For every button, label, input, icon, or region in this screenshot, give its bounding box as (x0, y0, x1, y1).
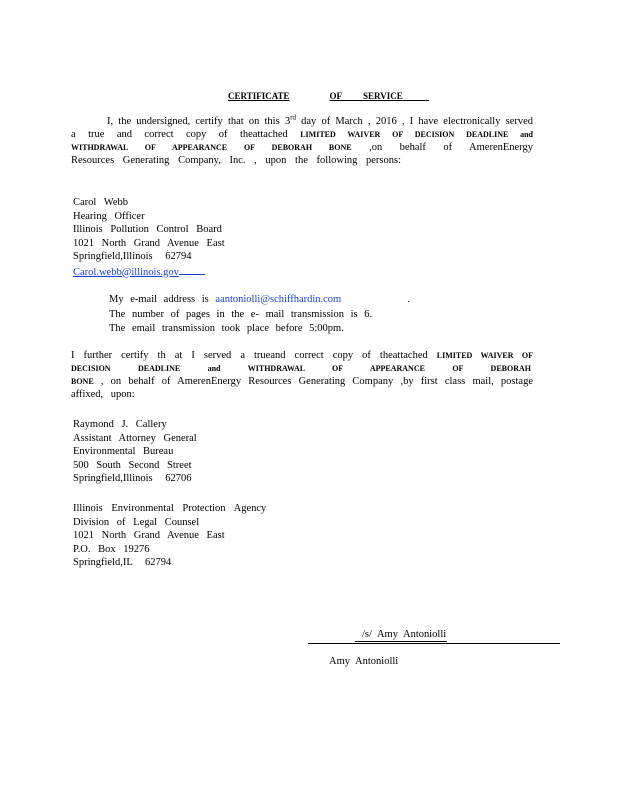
recipient1-name: Carol Webb (73, 197, 128, 208)
p2-line-1: I further certify th at I served a trueand correct copy of theattached LIMITED WAIVER OF (71, 350, 533, 361)
title-word-of: OF (329, 91, 343, 101)
recipient1-street: 1021 North Grand Avenue East (73, 237, 225, 249)
p2-line-4: affixed, upon: (71, 389, 135, 400)
p1-line-1: I, the undersigned, certify that on this 3rd day of March , 2016 , I have electronically served (107, 113, 534, 127)
recipient-hearing-officer (73, 196, 225, 279)
email-info-pages: The number of pages in the e- mail transmission is 6. (109, 308, 373, 320)
title-word-service: SERVICE (363, 91, 403, 101)
title-word-certificate: CERTIFICATE (228, 91, 290, 101)
recipient3-street: 1021 North Grand Avenue East (73, 530, 225, 541)
recipient3-division: Division of Legal Counsel (73, 516, 200, 528)
email-info-line1: My e-mail address is (109, 294, 209, 305)
recipient2-title: Assistant Attorney General (73, 432, 197, 444)
p2-line-3: BONE , on behalf of AmerenEnergy Resources Generating Company ,by first class mail, postage (71, 376, 533, 387)
document-title (228, 90, 429, 103)
recipient1-email-link[interactable]: Carol.webb@illinois.gov (73, 266, 179, 278)
recipient2-org: Environmental Bureau (73, 446, 174, 457)
email-info-time: The email transmission took place before 5:00pm. (109, 323, 344, 334)
recipient3-city: Springfield,IL 62794 (73, 557, 172, 568)
p1-line-2: a true and correct copy of theattached LIMITED WAIVER OF DECISION DEADLINE and (71, 129, 534, 140)
recipient-epa (73, 502, 266, 570)
recipient3-pobox: P.O. Box 19276 (73, 543, 150, 555)
sender-email-link[interactable]: aantoniolli@schiffhardin.com (215, 294, 342, 305)
signature-underline (355, 641, 447, 642)
recipient2-name: Raymond J. Callery (73, 419, 167, 430)
recipient3-org: Illinois Environmental Protection Agency (73, 503, 267, 514)
service-paragraph-electronic (71, 115, 533, 167)
p2-line-2: DECISION DEADLINE and WITHDRAWAL OF APPEARANCE OF DEBORAH (71, 364, 531, 373)
recipient2-street: 500 South Second Street (73, 459, 192, 471)
signature-line (308, 643, 560, 644)
signatory-name: Amy Antoniolli (329, 656, 399, 667)
recipient1-title: Hearing Officer (73, 210, 145, 222)
recipient1-city: Springfield,Illinois 62794 (73, 251, 192, 262)
p1-line-3: WITHDRAWAL OF APPEARANCE OF DEBORAH BONE ,on behalf of AmerenEnergy (71, 142, 533, 153)
service-paragraph-mail (71, 349, 533, 401)
electronic-signature: /s/ Amy Antoniolli (362, 629, 447, 640)
p1-line-4: Resources Generating Company, Inc. , upon the following persons: (71, 155, 401, 166)
recipient-attorney-general (73, 418, 197, 486)
recipient1-org: Illinois Pollution Control Board (73, 224, 222, 235)
email-transmission-info: My e-mail address is aantoniolli@schiffhardin.com . The number of pages in the e- mail transmission is 6. The email transmission took place before 5:00pm. (109, 293, 410, 337)
recipient2-city: Springfield,Illinois 62706 (73, 473, 192, 484)
